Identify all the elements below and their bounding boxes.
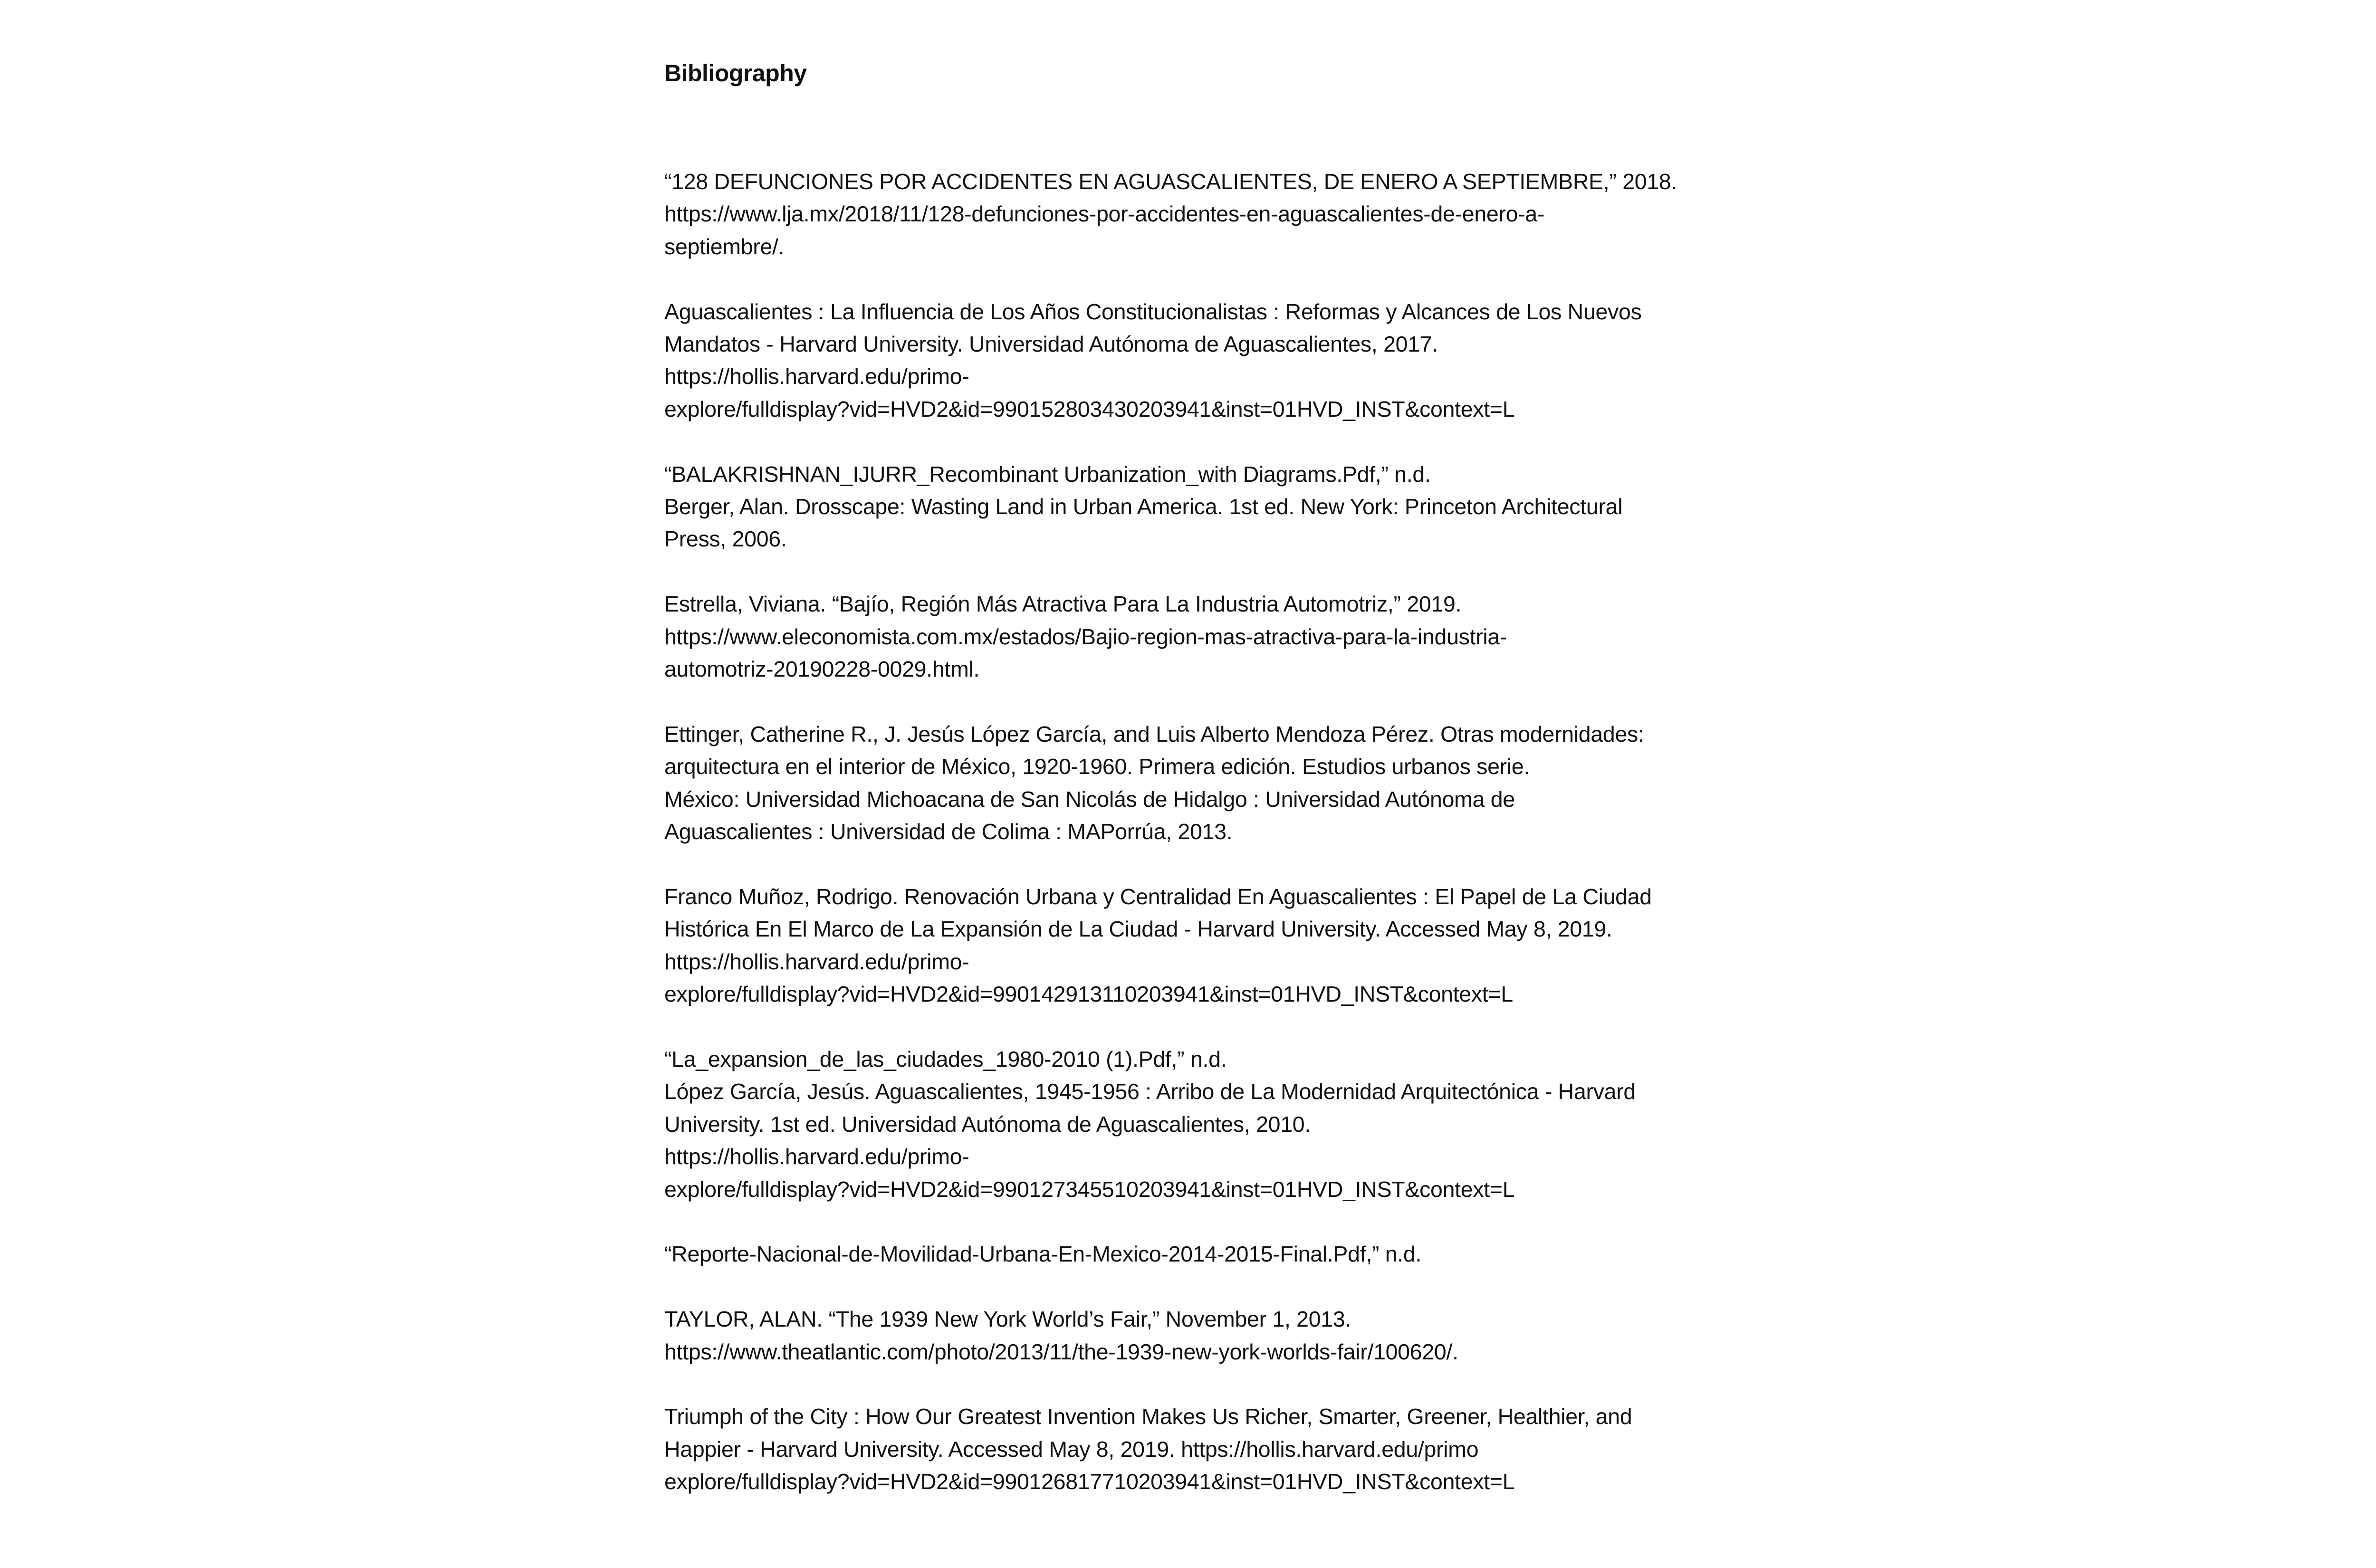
entry-link-line: https://hollis.harvard.edu/primo- — [664, 1144, 969, 1169]
entry-link-line: automotriz-20190228-0029.html. — [664, 657, 980, 682]
bibliography-entry-11 — [664, 1303, 1824, 1368]
entry-link-line: https://www.lja.mx/2018/11/128-defunciones-por-accidentes-en-aguascalientes-de-enero-a- — [664, 201, 1545, 227]
bibliography-entry-5 — [664, 588, 1824, 685]
entry-line: “128 DEFUNCIONES POR ACCIDENTES EN AGUASCALIENTES, DE ENERO A SEPTIEMBRE,” 2018. — [664, 169, 1677, 194]
entry-line: Press, 2006. — [664, 526, 787, 552]
entry-line: Mandatos - Harvard University. Universidad Autónoma de Aguascalientes, 2017. — [664, 332, 1438, 357]
entry-line: Estrella, Viviana. “Bajío, Región Más Atractiva Para La Industria Automotriz,” 2019. — [664, 592, 1462, 617]
entry-link-line: https://www.theatlantic.com/photo/2013/11/the-1939-new-york-worlds-fair/100620/. — [664, 1339, 1458, 1364]
entry-line: Aguascalientes : La Influencia de Los Años Constitucionalistas : Reformas y Alcances de Los Nuevos — [664, 299, 1642, 324]
entry-line: México: Universidad Michoacana de San Nicolás de Hidalgo : Universidad Autónoma de — [664, 786, 1515, 812]
bibliography-entry-7 — [664, 880, 1824, 1011]
entry-link-line: explore/fulldisplay?vid=HVD2&id=990127345510203941&inst=01HVD_INST&context=L — [664, 1176, 1515, 1202]
entry-line: University. 1st ed. Universidad Autónoma de Aguascalientes, 2010. — [664, 1111, 1311, 1137]
bibliography-entry-6 — [664, 718, 1824, 848]
bibliography-entry-12 — [664, 1400, 1824, 1498]
bibliography-entry-10 — [664, 1238, 1824, 1270]
entry-line: Ettinger, Catherine R., J. Jesús López García, and Luis Alberto Mendoza Pérez. Otras modernidades: — [664, 721, 1644, 746]
bibliography-entry-8 — [664, 1043, 1824, 1075]
entry-line: López García, Jesús. Aguascalientes, 1945-1956 : Arribo de La Modernidad Arquitectónica - Harvard — [664, 1079, 1636, 1104]
entry-line: “La_expansion_de_las_ciudades_1980-2010 (1).Pdf,” n.d. — [664, 1046, 1227, 1071]
bibliography-entry-3 — [664, 458, 1824, 490]
entry-link-line: septiembre/. — [664, 234, 785, 259]
entry-link-line: explore/fulldisplay?vid=HVD2&id=990152803430203941&inst=01HVD_INST&context=L — [664, 396, 1515, 421]
entry-line: TAYLOR, ALAN. “The 1939 New York World’s Fair,” November 1, 2013. — [664, 1307, 1351, 1332]
page-title: Bibliography — [664, 60, 807, 86]
entry-line: Triumph of the City : How Our Greatest Invention Makes Us Richer, Smarter, Greener, Healthier, and — [664, 1404, 1632, 1429]
bibliography-list — [664, 165, 1824, 1498]
entry-line: arquitectura en el interior de México, 1920-1960. Primera edición. Estudios urbanos serie. — [664, 754, 1530, 779]
entry-line: “BALAKRISHNAN_IJURR_Recombinant Urbanization_with Diagrams.Pdf,” n.d. — [664, 461, 1431, 487]
entry-line: Histórica En El Marco de La Expansión de La Ciudad - Harvard University. Accessed May 8, 2019. — [664, 917, 1612, 942]
entry-line: Franco Muñoz, Rodrigo. Renovación Urbana y Centralidad En Aguascalientes : El Papel de La Ciudad — [664, 884, 1652, 909]
document-page — [664, 57, 1824, 1498]
entry-link-line: https://hollis.harvard.edu/primo- — [664, 364, 969, 389]
entry-link-line: explore/fulldisplay?vid=HVD2&id=990142913110203941&inst=01HVD_INST&context=L — [664, 982, 1513, 1007]
entry-line: Happier - Harvard University. Accessed May 8, 2019. https://hollis.harvard.edu/primo — [664, 1436, 1479, 1462]
entry-line: “Reporte-Nacional-de-Movilidad-Urbana-En-Mexico-2014-2015-Final.Pdf,” n.d. — [664, 1242, 1422, 1267]
entry-link-line: explore/fulldisplay?vid=HVD2&id=990126817710203941&inst=01HVD_INST&context=L — [664, 1469, 1515, 1494]
entry-line: Aguascalientes : Universidad de Colima : MAPorrúa, 2013. — [664, 819, 1233, 844]
bibliography-entry-2 — [664, 296, 1824, 426]
entry-link-line: https://hollis.harvard.edu/primo- — [664, 949, 969, 974]
entry-line: Berger, Alan. Drosscape: Wasting Land in Urban America. 1st ed. New York: Princeton Architectural — [664, 494, 1623, 519]
entry-link-line: https://www.eleconomista.com.mx/estados/Bajio-region-mas-atractiva-para-la-industria- — [664, 624, 1507, 649]
bibliography-entry-4 — [664, 490, 1824, 555]
bibliography-entry-9 — [664, 1075, 1824, 1205]
bibliography-entry-1 — [664, 165, 1824, 263]
